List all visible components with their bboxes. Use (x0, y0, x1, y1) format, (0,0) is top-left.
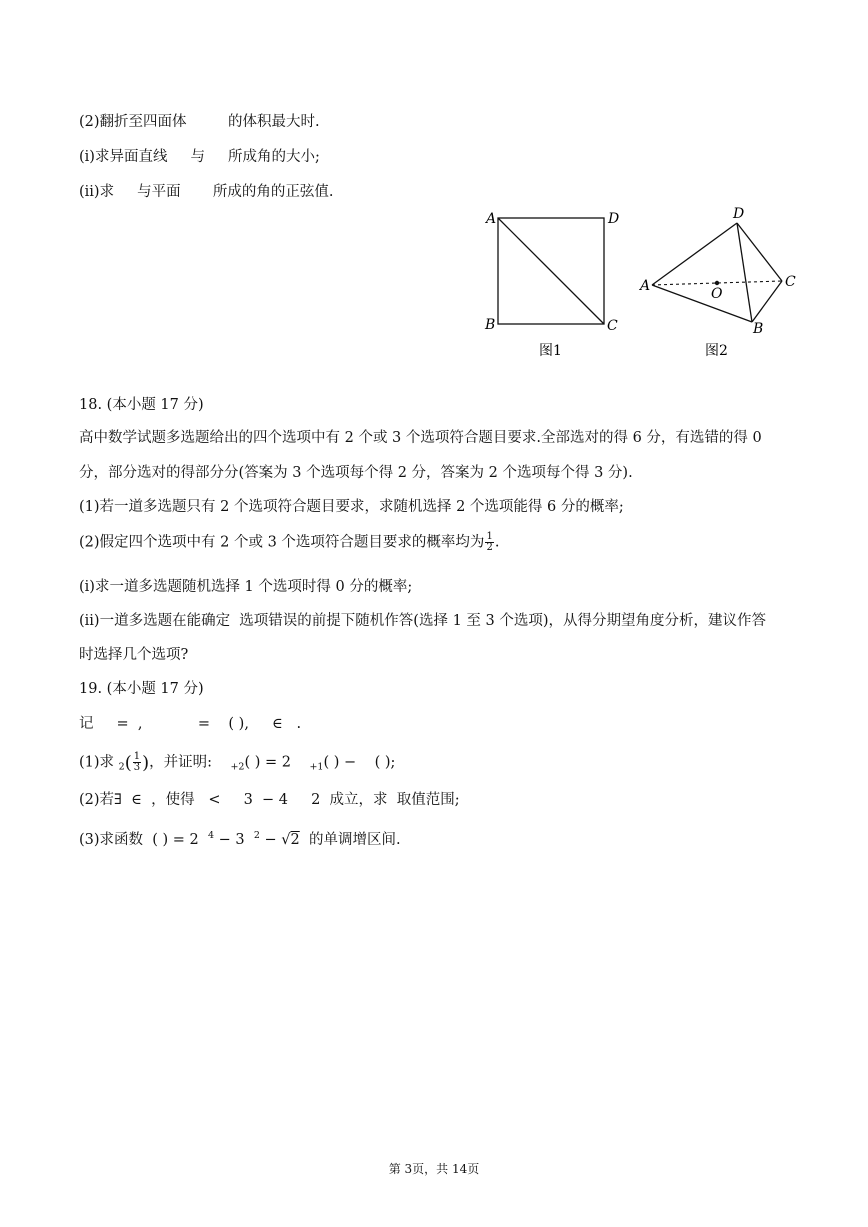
fraction-denominator: 2 (486, 542, 493, 553)
q19-part-1: (1)求 $_2$( $\frac{1}{3}$ )，并证明: $_{+2}$( ) = 2 $_{+1}$( ) − ( ); (79, 751, 396, 774)
q19-part-1-text-c: ( ) = 2 (244, 754, 310, 771)
fig1-label-b: B (485, 317, 496, 333)
geometry-figures (0, 205, 868, 365)
fraction-numerator: 1 (486, 531, 493, 542)
figure-1 (484, 211, 619, 359)
q17-part2-i: (i)求异面直线 与 所成角的大小; (79, 149, 320, 165)
fig1-label-a: A (486, 211, 497, 227)
q19-part-1-text-a: (1)求 (79, 754, 119, 771)
q18-paragraph-2: 分，部分选对的得部分分(答案为 3 个选项每个得 2 分，答案为 2 个选项每个得 3 分). (79, 465, 633, 481)
q18-part-2-ii: (ii)一道多选题在能确定 选项错误的前提下随机作答(选择 1 至 3 个选项)，从得分期望角度分析，建议作答 (79, 613, 767, 629)
fraction-one-half (485, 532, 493, 553)
fig1-caption: 图1 (539, 343, 562, 359)
q18-part-1: (1)若一道多选题只有 2 个选项符合题目要求，求随机选择 2 个选项能得 6 分的概率; (79, 499, 624, 515)
fig1-label-d: D (608, 211, 620, 227)
q18-part-2 (79, 532, 499, 553)
subscript: +2 (230, 761, 245, 773)
q18-part-2-i: (i)求一道多选题随机选择 1 个选项时得 0 分的概率; (79, 579, 413, 595)
q17-part2: (2)翻折至四面体 的体积最大时. (79, 114, 320, 130)
q18-paragraph-1: 高中数学试题多选题给出的四个选项中有 2 个或 3 个选项符合题目要求.全部选对的得 6 分，有选错的得 0 (79, 430, 762, 446)
superscript: 4 (208, 830, 215, 841)
q18-part-2-text: (2)假定四个选项中有 2 个或 3 个选项符合题目要求的概率均为 (79, 534, 485, 551)
q19-definition: 记 = , = ( ), ∈ . (79, 716, 302, 732)
fig2-label-d: D (733, 206, 745, 222)
q19-part-3-text-b: − 3 (214, 832, 254, 848)
q19-part-3-text-a: (3)求函数 ( ) = 2 (79, 832, 208, 848)
subscript: +1 (309, 761, 324, 773)
figure-2 (638, 206, 796, 359)
fraction-numerator: 1 (133, 751, 141, 762)
sqrt-radicand: 2 (290, 832, 300, 848)
fraction-denominator: 3 (133, 762, 141, 773)
superscript: 2 (253, 830, 260, 841)
q19-part-3-text-d: 的单调增区间. (299, 832, 401, 848)
q19-part-2: (2)若∃ ∈ ，使得 < 3 − 4 2 成立，求 取值范围; (79, 792, 460, 808)
fraction-one-third (133, 752, 141, 773)
fig2-caption: 图2 (705, 343, 728, 359)
q19-part-3 (79, 826, 401, 850)
fig1-label-c: C (607, 318, 618, 334)
q19-part-1-text-b: ，并证明: (149, 754, 231, 771)
q19-title: 19. (本小题 17 分) (79, 681, 204, 697)
q18-part-2-ii-cont: 时选择几个选项? (79, 647, 189, 663)
fig2-label-b: B (753, 321, 764, 337)
q18-title: 18. (本小题 17 分) (79, 397, 204, 413)
q18-part-2-end: . (494, 534, 500, 551)
fig2-label-o: O (711, 286, 723, 302)
q19-part-1-text-d: ( ) − ( ); (323, 754, 396, 771)
q19-part-3-text-c: − √ (259, 832, 291, 848)
fig2-label-a: A (640, 278, 651, 294)
page-footer: 第 3页，共 14页 (388, 1162, 480, 1176)
fig2-label-c: C (785, 274, 796, 290)
q17-part2-ii: (ii)求 与平面 所成的角的正弦值. (79, 184, 334, 200)
subscript: 2 (118, 761, 125, 773)
